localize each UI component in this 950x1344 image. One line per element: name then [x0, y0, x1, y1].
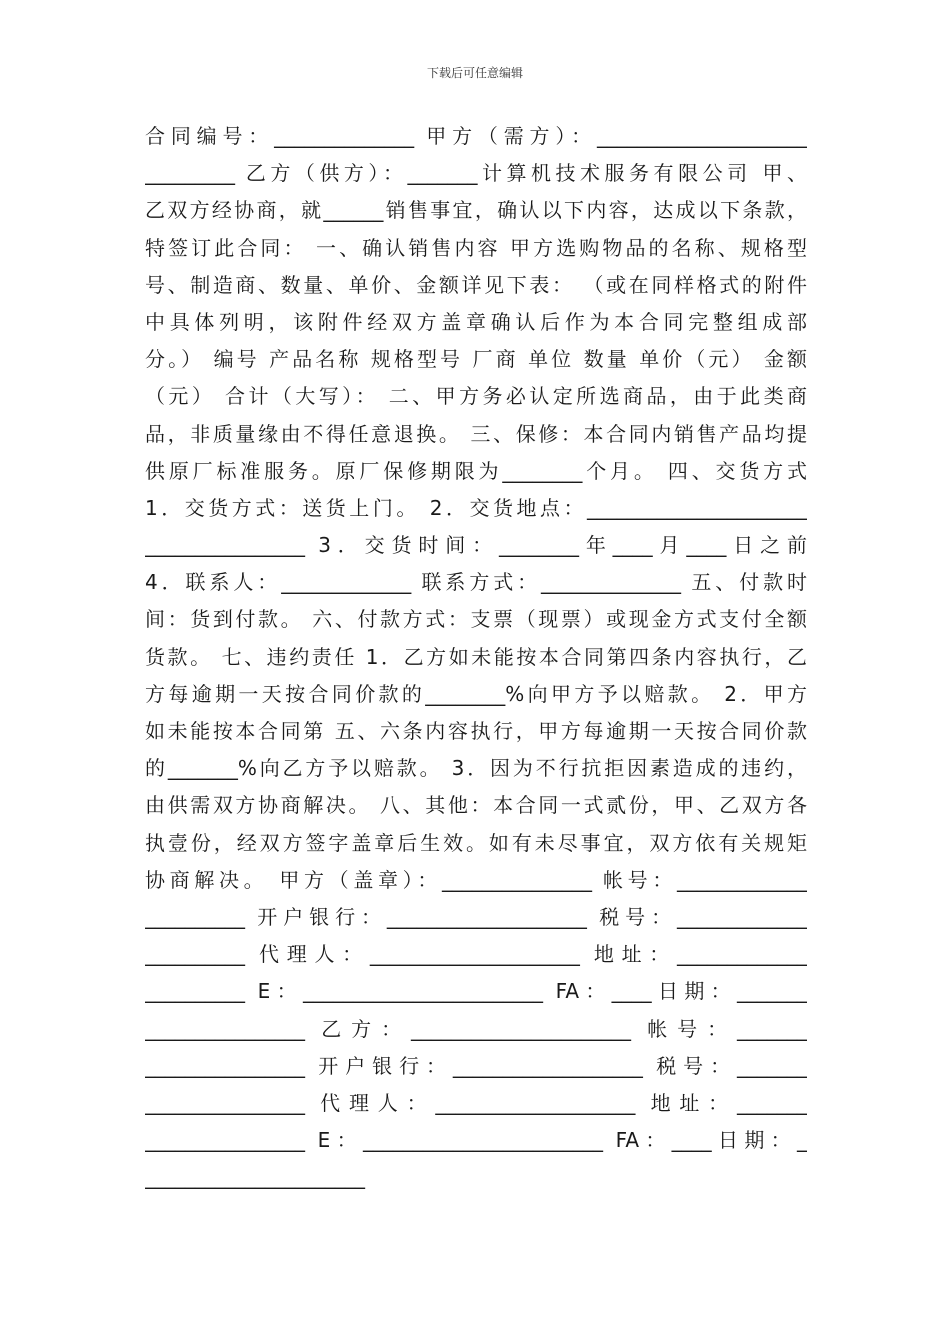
body-line: 特签订此合同： 一、确认销售内容 甲方选购物品的名称、规格型: [145, 235, 807, 260]
body-line: 如未能按本合同第 五、六条内容执行，甲方每逾期一天按合同价款: [145, 719, 807, 743]
body-line: ________________ E：________________________ FA：____日期：_: [145, 1128, 807, 1153]
body-line: 乙双方经协商，就______销售事宜，确认以下内容，达成以下条款，: [145, 198, 807, 223]
body-line: 方每逾期一天按合同价款的________%向甲方予以赔款。 2．甲方: [145, 681, 807, 706]
body-line: 执壹份，经双方签字盖章后生效。如有未尽事宜，双方依有关规矩: [145, 830, 807, 855]
body-line: ________________ 开户银行：___________________ 税号：_______: [145, 1053, 807, 1078]
page-header: 下载后可任意编辑: [426, 66, 523, 80]
body-line: ________________ 乙方：______________________ 帐号：_______: [145, 1016, 807, 1041]
body-line: __________ 开户银行：____________________ 税号：_____________: [145, 904, 807, 929]
body-line: 由供需双方协商解决。 八、其他：本合同一式贰份，甲、乙双方各: [145, 793, 807, 818]
body-line: ________________ 3．交货时间：________年____月____日之前: [145, 533, 807, 558]
body-line: 号、制造商、数量、单价、金额详见下表： （或在同样格式的附件: [145, 272, 807, 297]
body-line: 间：货到付款。 六、付款方式：支票（现票）或现金方式支付全额: [145, 607, 807, 632]
body-line: 的_______%向乙方予以赔款。 3．因为不行抗拒因素造成的违约，: [145, 756, 807, 781]
body-line: __________ 代理人：_____________________ 地址：_____________: [145, 942, 807, 967]
body-line: 合同编号：______________ 甲方（需方）：_____________________: [145, 124, 807, 148]
body-line: 分。） 编号 产品名称 规格型号 厂商 单位 数量 单价（元） 金额: [145, 347, 807, 372]
body-line: __________ E：________________________ FA：____日期：_______: [145, 979, 807, 1004]
body-line: ______________________: [145, 1165, 365, 1190]
body-line: 协商解决。 甲方（盖章）：_______________ 帐号：_____________: [145, 867, 807, 892]
body-line: （元） 合计（大写）： 二、甲方务必认定所选商品，由于此类商: [145, 384, 807, 409]
contract-body: [145, 118, 807, 1196]
body-line: 1．交货方式：送货上门。 2．交货地点：______________________: [145, 495, 807, 520]
body-line: _________ 乙方（供方）：_______计算机技术服务有限公司 甲、: [145, 161, 807, 186]
body-line: 货款。 七、违约责任 1．乙方如未能按本合同第四条内容执行，乙: [145, 644, 807, 669]
body-line: 4．联系人：_____________ 联系方式：______________ 五、付款时: [145, 570, 807, 595]
body-line: 供原厂标准服务。原厂保修期限为________个月。 四、交货方式: [145, 458, 807, 483]
body-line: 品，非质量缘由不得任意退换。 三、保修：本合同内销售产品均提: [145, 421, 807, 446]
body-line: ________________ 代理人：____________________ 地址：_______: [145, 1090, 807, 1115]
body-line: 中具体列明，该附件经双方盖章确认后作为本合同完整组成部: [145, 309, 807, 334]
